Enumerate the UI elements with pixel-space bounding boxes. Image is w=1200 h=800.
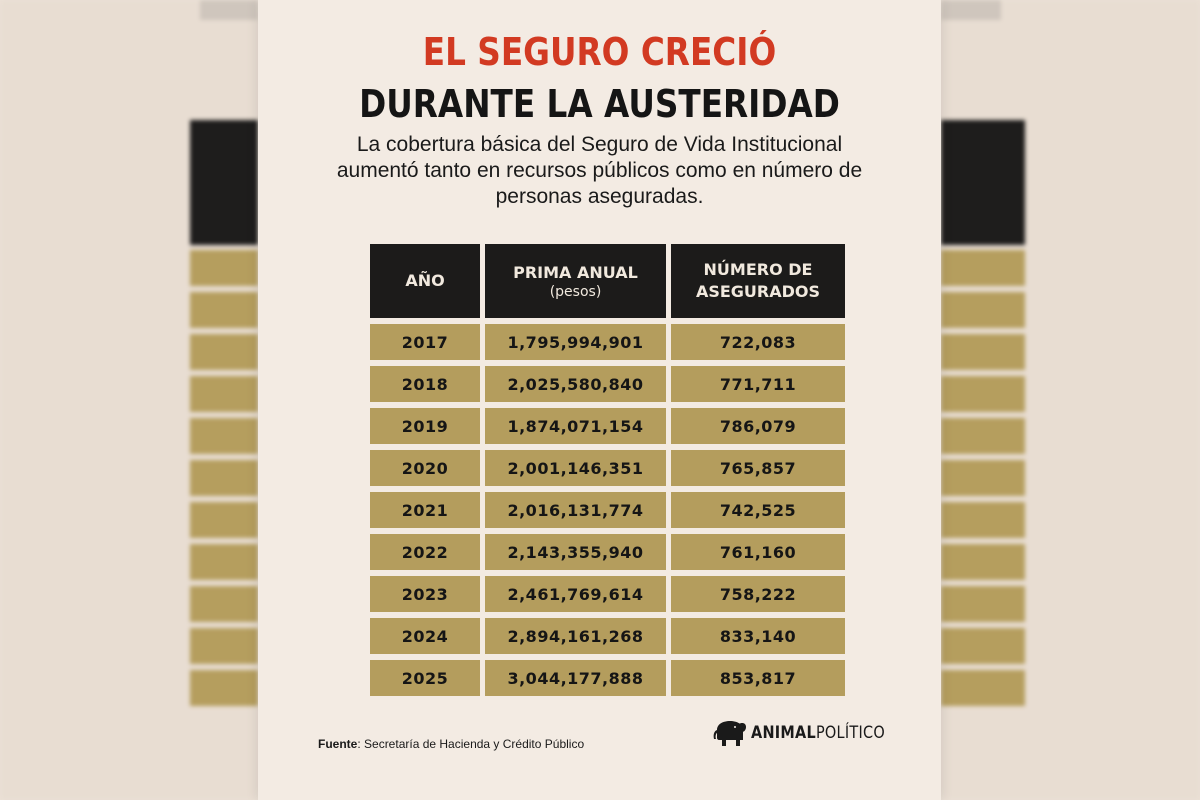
background-shape: [190, 376, 258, 412]
background-shape: [190, 544, 258, 580]
infographic-card: [258, 0, 941, 800]
source-text: : Secretaría de Hacienda y Crédito Público: [357, 737, 585, 751]
background-shape: [941, 0, 1001, 20]
cell-year: 2018: [370, 366, 480, 402]
cell-year: 2019: [370, 408, 480, 444]
background-shape: [941, 418, 1025, 454]
cell-premium: 2,461,769,614: [485, 576, 666, 612]
cell-premium: 2,016,131,774: [485, 492, 666, 528]
title-line-2: DURANTE LA AUSTERIDAD: [359, 82, 840, 126]
background-shape: [190, 586, 258, 622]
background-shape: [190, 628, 258, 664]
background-shape: [190, 120, 258, 245]
table-header-row: [370, 244, 845, 318]
cell-premium: 2,143,355,940: [485, 534, 666, 570]
cell-insured: 833,140: [671, 618, 845, 654]
cell-insured: 722,083: [671, 324, 845, 360]
table-row: [370, 618, 845, 654]
header-premium-unit: (pesos): [549, 284, 602, 300]
background-shape: [190, 418, 258, 454]
elephant-icon: [713, 718, 747, 748]
title-line-1: EL SEGURO CRECIÓ: [422, 30, 777, 74]
data-table: [365, 238, 850, 702]
background-left: [0, 0, 258, 800]
cell-insured: 742,525: [671, 492, 845, 528]
background-shape: [200, 0, 258, 20]
cell-premium: 2,025,580,840: [485, 366, 666, 402]
cell-year: 2023: [370, 576, 480, 612]
cell-premium: 1,795,994,901: [485, 324, 666, 360]
cell-premium: 1,874,071,154: [485, 408, 666, 444]
table-row: [370, 324, 845, 360]
cell-insured: 758,222: [671, 576, 845, 612]
header-year: [370, 244, 480, 318]
logo-word-2: POLÍTICO: [815, 723, 885, 743]
cell-year: 2024: [370, 618, 480, 654]
source-label: Fuente: [318, 737, 358, 751]
cell-year: 2025: [370, 660, 480, 696]
background-shape: [941, 334, 1025, 370]
cell-insured: 786,079: [671, 408, 845, 444]
cell-insured: 761,160: [671, 534, 845, 570]
background-right: [941, 0, 1200, 800]
logo-text: [751, 723, 885, 743]
background-shape: [941, 120, 1025, 245]
cell-premium: 2,894,161,268: [485, 618, 666, 654]
table-row: [370, 450, 845, 486]
table-row: [370, 534, 845, 570]
cell-year: 2021: [370, 492, 480, 528]
header-premium: [485, 244, 666, 318]
background-shape: [941, 250, 1025, 286]
background-shape: [190, 502, 258, 538]
cell-insured: 765,857: [671, 450, 845, 486]
table-row: [370, 576, 845, 612]
cell-year: 2017: [370, 324, 480, 360]
background-shape: [190, 250, 258, 286]
background-shape: [190, 334, 258, 370]
header-year-label: AÑO: [405, 271, 445, 290]
cell-year: 2020: [370, 450, 480, 486]
cell-premium: 3,044,177,888: [485, 660, 666, 696]
background-shape: [941, 586, 1025, 622]
background-shape: [941, 628, 1025, 664]
source-note: [318, 737, 584, 751]
header-insured-line1: NÚMERO DE: [703, 260, 813, 279]
background-shape: [190, 292, 258, 328]
cell-premium: 2,001,146,351: [485, 450, 666, 486]
table-row: [370, 366, 845, 402]
header-premium-label: PRIMA ANUAL: [513, 263, 638, 282]
table-row: [370, 492, 845, 528]
background-shape: [941, 502, 1025, 538]
cell-insured: 771,711: [671, 366, 845, 402]
animal-politico-logo: [713, 714, 909, 752]
subtitle: La cobertura básica del Seguro de Vida Institucional aumentó tanto en recursos públicos como en número de personas aseguradas.: [336, 133, 863, 208]
cell-year: 2022: [370, 534, 480, 570]
background-shape: [190, 460, 258, 496]
background-shape: [941, 460, 1025, 496]
background-shape: [941, 544, 1025, 580]
table-row: [370, 408, 845, 444]
background-shape: [941, 376, 1025, 412]
background-shape: [941, 670, 1025, 706]
logo-word-1: ANIMAL: [751, 723, 816, 743]
table-row: [370, 660, 845, 696]
cell-insured: 853,817: [671, 660, 845, 696]
background-shape: [941, 292, 1025, 328]
background-shape: [190, 670, 258, 706]
header-insured: [671, 244, 845, 318]
header-insured-line2: ASEGURADOS: [695, 282, 821, 301]
